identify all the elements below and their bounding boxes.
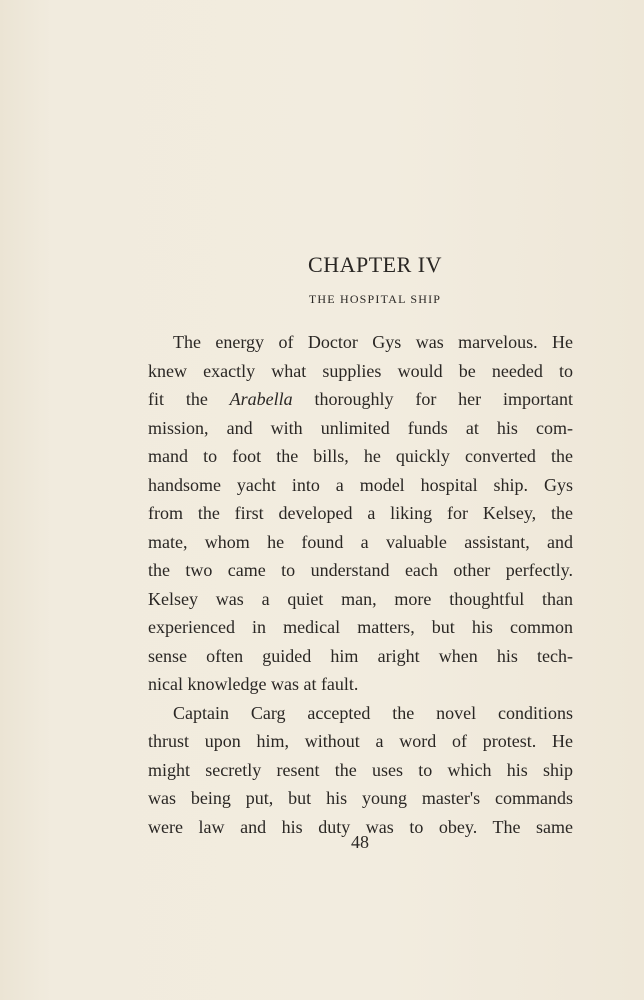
text-line: from the first developed a liking for Kelsey, the	[148, 503, 573, 523]
chapter-subtitle: THE HOSPITAL SHIP	[308, 292, 442, 306]
text-line: might secretly resent the uses to which his ship	[148, 759, 573, 780]
text-line: mand to foot the bills, he quickly converted the	[148, 446, 573, 466]
text-line: Kelsey was a quiet man, more thoughtful than	[148, 588, 573, 609]
text-line: sense often guided him aright when his tech-	[148, 645, 573, 666]
text-line: The energy of Doctor Gys was marvelous. He	[173, 332, 573, 352]
text-line: handsome yacht into a model hospital ship. Gys	[148, 474, 573, 495]
text-line: were law and his duty was to obey. The same	[148, 816, 573, 837]
text-line: the two came to understand each other perfectly.	[148, 560, 573, 580]
text-line: thrust upon him, without a word of protest. He	[148, 731, 573, 751]
chapter-title: CHAPTER IV	[308, 252, 442, 277]
text-line: mate, whom he found a valuable assistant, and	[148, 531, 573, 552]
text-line	[148, 385, 573, 414]
paragraph	[148, 699, 573, 842]
paragraph	[148, 328, 573, 699]
ship-name-italic: Arabella	[229, 389, 293, 409]
text-segment: fit the	[148, 389, 230, 409]
text-line: nical knowledge was at fault.	[148, 674, 359, 694]
text-line: knew exactly what supplies would be needed to	[148, 360, 573, 381]
text-line: mission, and with unlimited funds at his com-	[148, 417, 573, 438]
body-text	[148, 328, 573, 841]
text-line: was being put, but his young master's commands	[148, 788, 573, 808]
page-number: 48	[351, 832, 369, 852]
text-line: experienced in medical matters, but his common	[148, 617, 573, 637]
text-segment: thoroughly for her important	[292, 389, 573, 409]
text-line: Captain Carg accepted the novel conditions	[173, 702, 573, 723]
